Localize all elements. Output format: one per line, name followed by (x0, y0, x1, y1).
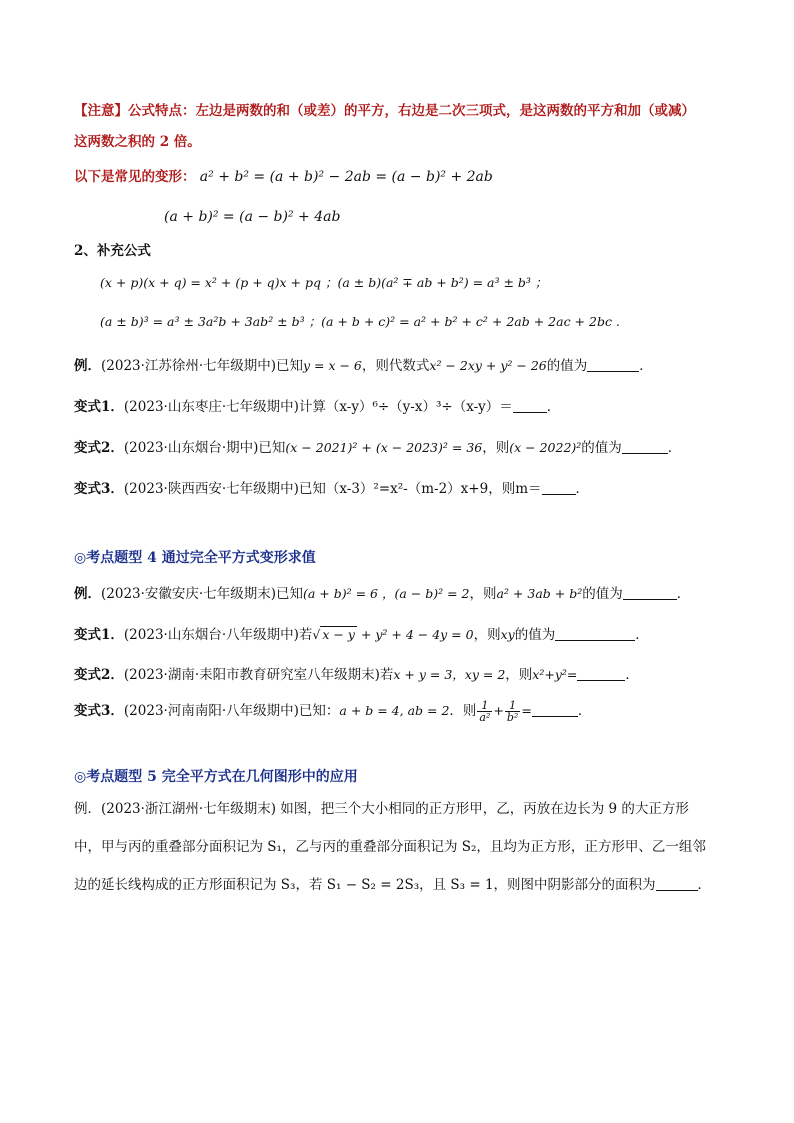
s4-variant-1 (74, 625, 649, 645)
s4-v3-text2: ．则 (449, 703, 477, 719)
s3-variant-3 (74, 479, 589, 499)
s4-v3-text: 已知： (298, 703, 340, 719)
s4-example-end: ． (676, 586, 691, 602)
s3-v2-expr: (x − 2022)² (509, 440, 582, 455)
section-4-heading: ◎考点题型 4 通过完全平方式变形求值 (74, 550, 316, 566)
s3-example-source: (2023·江苏徐州·七年级期中) (101, 358, 276, 374)
s4-example-text2: ，则 (469, 586, 497, 602)
variant-formula-2: (a + b)² = (a − b)² + 4ab (164, 209, 341, 225)
s4-v3-cond: a + b = 4, ab = 2 (339, 703, 450, 718)
section-5-heading: ◎考点题型 5 完全平方式在几何图形中的应用 (74, 769, 358, 785)
variants-label: 以下是常见的变形： (74, 169, 196, 185)
s5-line-3 (74, 875, 711, 895)
s4-v2-source: (2023·湖南·耒阳市教育研究室八年级期末) (123, 667, 380, 683)
s5-line-1: 例．(2023·浙江湖州·七年级期末) 如图，把三个大小相同的正方形甲，乙，丙放在边长为 9 的大正方形 (74, 801, 689, 817)
s3-v3-text: 已知（x-3）²=x²-（m-2）x+9，则m＝ (298, 481, 542, 497)
note-text-1: 公式特点：左边是两数的和（或差）的平方，右边是二次三项式，是这两数的平方和加（或减） (128, 103, 695, 119)
answer-blank[interactable] (513, 398, 547, 413)
s5-line-3-text: 边的延长线构成的正方形面积记为 S₃，若 S₁ − S₂ = 2S₃，且 S₃ = 1，则图中阴影部分的面积为 (74, 877, 656, 893)
s4-v1-text2: ，则 (473, 627, 501, 643)
s3-variant-2 (74, 438, 681, 458)
s4-variant-2 (74, 665, 639, 685)
answer-blank[interactable] (555, 626, 635, 641)
s3-v3-prefix: 变式3． (74, 481, 124, 497)
s5-line-2: 中，甲与丙的重叠部分面积记为 S₁，乙与丙的重叠部分面积记为 S₂，且均为正方形，正方形甲、乙一组邻 (74, 839, 706, 855)
fraction-2-num: 1 (505, 700, 520, 712)
fraction-2 (505, 700, 520, 723)
s5-end: ． (697, 877, 712, 893)
s3-v2-prefix: 变式2． (74, 440, 124, 456)
s3-variant-1 (74, 397, 560, 417)
s4-v3-prefix: 变式3． (74, 703, 124, 719)
s4-variant-3 (74, 700, 591, 723)
s3-v2-text: 已知 (258, 440, 286, 456)
s4-v3-source: (2023·河南南阳·八年级期中) (123, 703, 299, 719)
s3-v2-end: ． (667, 440, 682, 456)
s4-example (74, 584, 690, 604)
answer-blank[interactable] (656, 876, 698, 891)
s3-v2-source: (2023·山东烟台·期中) (123, 440, 259, 456)
supplement-formula-1-text: (x + p)(x + q) = x² + (p + q)x + pq ；(a ± b)(a² ∓ ab + b²) = a³ ± b³ ； (100, 275, 548, 290)
note-label: 【注意】 (74, 103, 128, 119)
answer-blank[interactable] (577, 666, 625, 681)
s3-example-text2: ，则代数式 (361, 358, 430, 374)
note-line-1 (74, 101, 695, 121)
fraction-1 (477, 700, 492, 723)
variants-line-1 (74, 167, 493, 187)
s4-v1-expr: xy (500, 627, 515, 642)
s4-example-expr: a² + 3ab + b² (496, 586, 583, 601)
s3-example-expr: x² − 2xy + y² − 26 (429, 358, 547, 373)
fraction-1-den: a² (479, 711, 491, 724)
s4-v1-text: 若 (298, 627, 313, 643)
s4-example-text3: 的值为 (582, 586, 623, 602)
s4-example-cond: (a + b)² = 6 ，(a − b)² = 2 (302, 586, 470, 601)
s3-v1-source: (2023·山东枣庄·七年级期中) (123, 399, 299, 415)
s3-example-end: ． (639, 358, 653, 374)
supplement-formula-2-text: (a ± b)³ = a³ ± 3a²b + 3ab² ± b³ ；(a + b + c)² = a² + b² + c² + 2ab + 2ac + 2bc . (100, 314, 620, 329)
supplement-formula-2 (100, 312, 620, 332)
s4-v2-text2: ，则 (505, 667, 533, 683)
plus-sign: + (493, 703, 504, 718)
s4-example-prefix: 例． (74, 586, 101, 602)
s3-example-text: 已知 (275, 358, 303, 374)
answer-blank[interactable] (532, 702, 578, 717)
sqrt-sign: √ (312, 627, 321, 642)
answer-blank[interactable] (622, 439, 668, 454)
s4-v2-prefix: 变式2． (74, 667, 124, 683)
note-line-2: 这两数之积的 2 倍。 (74, 134, 201, 150)
s3-example (74, 356, 653, 376)
s4-v1-text3: 的值为 (514, 627, 556, 643)
s3-v2-text2: ，则 (482, 440, 510, 456)
s4-example-text: 已知 (275, 586, 303, 602)
s4-v1-radicand: x − y (322, 627, 355, 642)
s4-v1-prefix: 变式1． (74, 627, 124, 643)
s3-example-prefix: 例． (74, 358, 101, 374)
answer-blank[interactable] (542, 480, 576, 495)
s3-example-text3: 的值为 (546, 358, 588, 374)
s3-v1-end: ． (546, 399, 561, 415)
fraction-2-den: b² (506, 711, 519, 724)
s4-v2-text: 若 (379, 667, 394, 683)
s4-v2-expr: x²+y²= (532, 667, 578, 682)
s4-v2-end: ． (625, 667, 639, 683)
supplement-title: 2、补充公式 (74, 243, 151, 259)
s4-v2-cond: x + y = 3，xy = 2 (393, 667, 506, 682)
s4-v1-cond: + y² + 4 − 4y = 0 (356, 627, 474, 642)
s3-v3-source: (2023·陕西西安·七年级期中) (123, 481, 299, 497)
s4-v3-end: ． (577, 703, 592, 719)
s3-v1-text: 计算（x-y）⁶÷（y-x）³÷（x-y）＝ (298, 399, 513, 415)
s3-v2-cond: (x − 2021)² + (x − 2023)² = 36 (285, 440, 483, 455)
fraction-1-num: 1 (477, 700, 492, 712)
variants-line-2 (164, 207, 340, 227)
s3-v1-prefix: 变式1． (74, 399, 124, 415)
answer-blank[interactable] (587, 357, 639, 372)
s4-v1-source: (2023·山东烟台·八年级期中) (123, 627, 299, 643)
s4-example-source: (2023·安徽安庆·七年级期末) (101, 586, 276, 602)
s3-v3-end: ． (575, 481, 589, 497)
s4-v1-end: ． (635, 627, 649, 643)
supplement-formula-1 (100, 273, 547, 293)
s3-v2-text3: 的值为 (581, 440, 622, 456)
equals-sign: = (521, 703, 532, 718)
variant-formula-1: a² + b² = (a + b)² − 2ab = (a − b)² + 2ab (199, 169, 493, 185)
answer-blank[interactable] (623, 585, 677, 600)
s3-example-cond: y = x − 6 (302, 358, 362, 373)
